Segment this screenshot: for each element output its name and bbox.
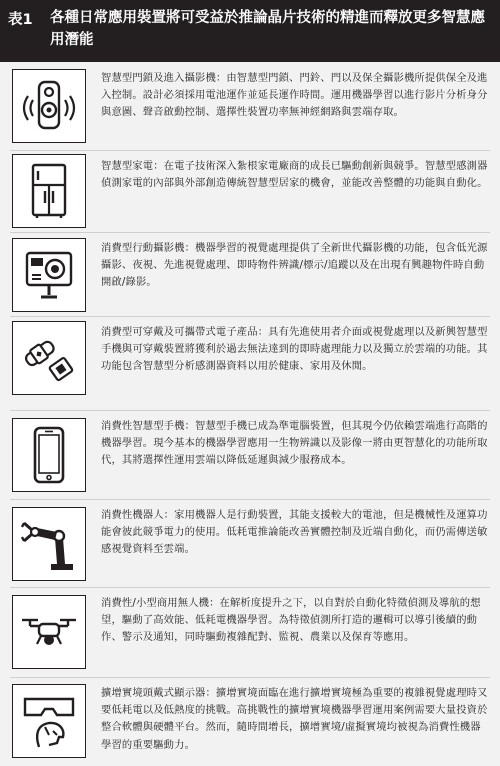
action-camera-icon xyxy=(12,238,86,312)
row-text: 消費性/小型商用無人機：在解析度提升之下，以自對於自動化特徵偵測及導航的想望，驅動了高效能、低耗電機器學習。為特徵偵測所打造的邏輯可以導引後續的動作、警示及通知，同時驅動複雜配對、監視、農業以及保育等應用。 xyxy=(101,597,481,644)
table-header xyxy=(0,0,500,62)
row-divider xyxy=(10,232,490,233)
table-number: 表1 xyxy=(8,12,33,28)
smartphone-icon xyxy=(12,418,86,492)
row-divider xyxy=(10,587,490,588)
row-divider xyxy=(10,499,490,500)
drone-icon xyxy=(12,595,86,669)
row-divider xyxy=(10,410,490,411)
smart-doorbell-icon xyxy=(12,69,86,143)
row-text: 智慧型家電：在電子技術深入紮根家電廠商的成長已驅動創新與競爭。智慧型感測器偵測家電的內部與外部創造傳統智慧型居家的機會，並能改善整體的功能與自動化。 xyxy=(101,160,488,190)
row-divider xyxy=(10,150,490,151)
wearable-icon xyxy=(12,321,86,395)
row-divider xyxy=(10,316,490,317)
table-title: 各種日常應用裝置將可受益於推論晶片技術的精進而釋放更多智慧應用潛能 xyxy=(50,10,485,48)
robot-arm-icon xyxy=(12,507,86,581)
ar-headset-icon xyxy=(12,684,86,758)
smart-fridge-icon xyxy=(12,154,86,228)
row-text: 擴增實境頭戴式顯示器：擴增實境面臨在進行擴增實境極為重要的複雜視覺處理時又要低耗電以及低熱度的挑戰。高挑戰性的擴增實境機器學習運用案例需要大量投資於整合軟體與硬體平台。然而，隨時間增長，擴增實境/虛擬實境均被視為消費性機器學習的重要驅動力。 xyxy=(101,687,488,751)
row-text: 消費型行動攝影機：機器學習的視覺處理提供了全新世代攝影機的功能，包含低光源攝影、夜視、先進視覺處理、即時物件辨識/標示/追蹤以及在出現有興趣物件時自動開啟/錄影。 xyxy=(101,242,488,289)
row-text: 智慧型門鎖及進入攝影機：由智慧型門鎖、門鈴、門以及保全攝影機所提供保全及進入控制。設計必須採用電池運作並延長運作時間。運用機器學習以進行影片分析身分與意圖、聲音啟動控制、選擇性裝置功率無神經網路與雲端存取。 xyxy=(101,72,488,119)
row-text: 消費型可穿戴及可攜帶式電子產品：具有先進使用者介面或視覺處理以及新興智慧型手機與可穿戴裝置將獲利於過去無法達到的即時處理能力以及獨立於雲端的功能。其功能包含智慧型分析感測器資料以用於健康、家用及休閒。 xyxy=(101,326,488,373)
row-text: 消費性機器人：家用機器人是行動裝置，其能支援較大的電池，但是機械性及運算功能會彼此競爭電力的使用。低耗電推論能改善實體控制及近端自動化，而仍需傳送敏感視覺資料至雲端。 xyxy=(101,509,488,556)
row-divider xyxy=(10,677,490,678)
table-body xyxy=(0,62,500,766)
row-text: 消費性智慧型手機：智慧型手機已成為準電腦裝置，但其現今仍依賴雲端進行高階的機器學習。現今基本的機器學習應用一生物辨識以及影像一將由更智慧化的功能所取代，其將選擇性運用雲端以降低延遲與減少服務成本。 xyxy=(101,420,488,467)
